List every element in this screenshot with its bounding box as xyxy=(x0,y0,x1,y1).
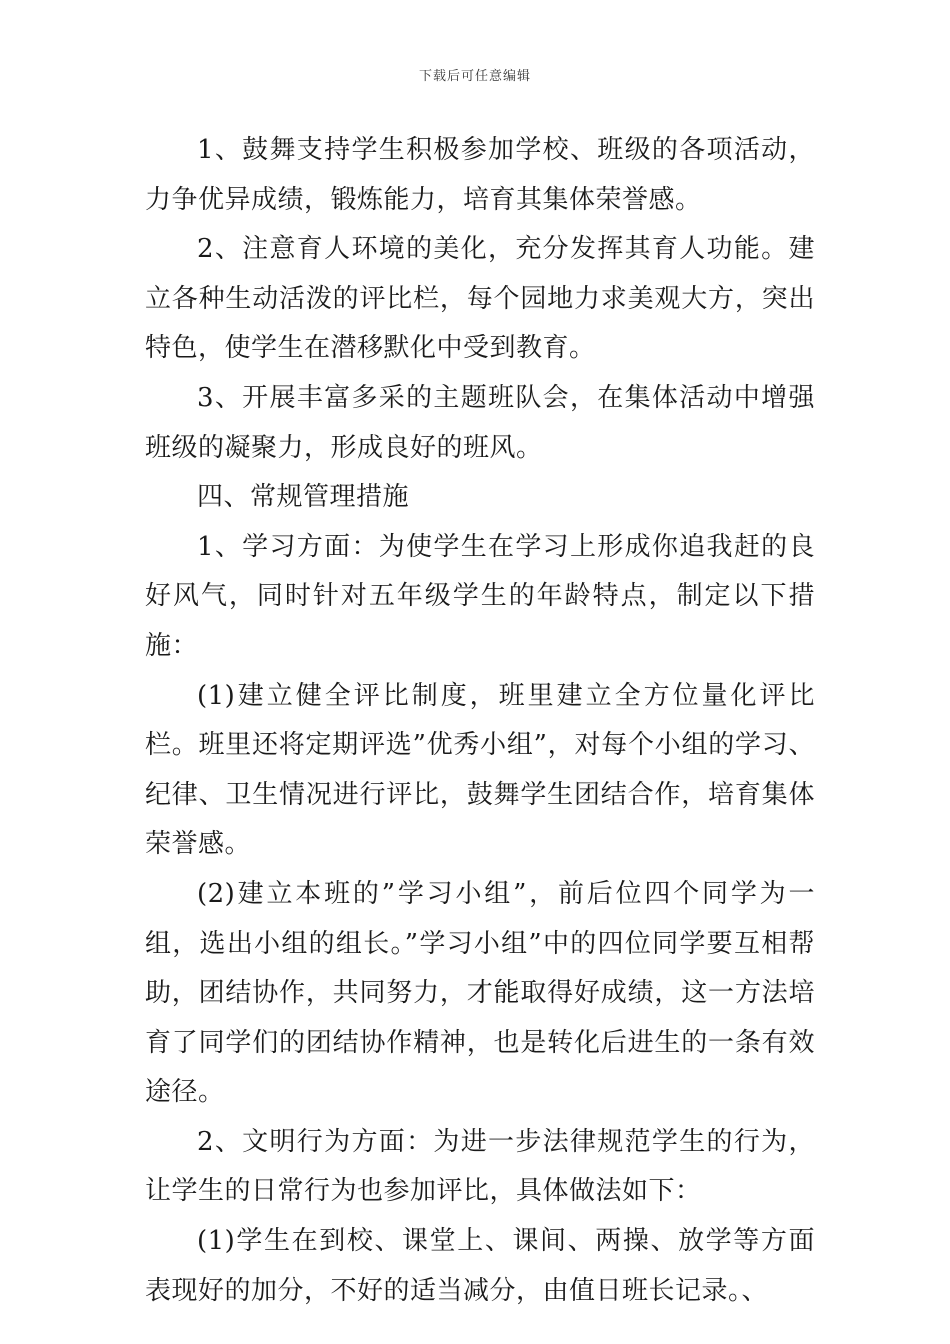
paragraph: (1)建立健全评比制度，班里建立全方位量化评比栏。班里还将定期评选”优秀小组”，对每个小组的学习、纪律、卫生情况进行评比，鼓舞学生团结合作，培育集体荣誉感。 xyxy=(145,680,815,860)
document-body xyxy=(145,126,815,1316)
paragraph: 2、文明行为方面：为进一步法律规范学生的行为，让学生的日常行为也参加评比，具体做法如下： xyxy=(145,1126,815,1207)
paragraph: 1、鼓舞支持学生积极参加学校、班级的各项活动，力争优异成绩，锻炼能力，培育其集体荣誉感。 xyxy=(145,135,815,215)
paragraph: 2、注意育人环境的美化，充分发挥其育人功能。建立各种生动活泼的评比栏，每个园地力求美观大方，突出特色，使学生在潜移默化中受到教育。 xyxy=(145,234,815,364)
section-heading: 四、常规管理措施 xyxy=(197,482,410,513)
paragraph: 1、学习方面：为使学生在学习上形成你追我赶的良好风气，同时针对五年级学生的年龄特点，制定以下措施： xyxy=(145,531,815,661)
paragraph: 3、开展丰富多采的主题班队会，在集体活动中增强班级的凝聚力，形成良好的班风。 xyxy=(145,382,815,463)
page-header: 下载后可任意编辑 xyxy=(418,69,531,84)
paragraph: (1)学生在到校、课堂上、课间、两操、放学等方面表现好的加分，不好的适当减分，由值日班长记录。、 xyxy=(145,1226,815,1306)
paragraph: (2)建立本班的”学习小组”，前后位四个同学为一组，选出小组的组长。”学习小组”中的四位同学要互相帮助，团结协作，共同努力，才能取得好成绩，这一方法培育了同学们的团结协作精神，也是转化后进生的一条有效途径。 xyxy=(145,878,815,1108)
